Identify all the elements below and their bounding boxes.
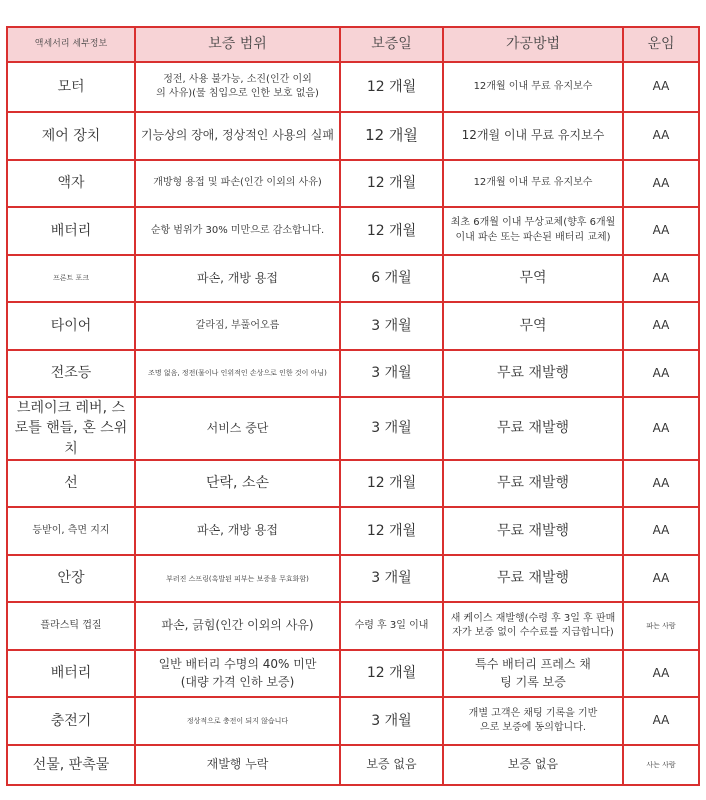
cell-scope <box>135 602 340 650</box>
cell-fee <box>623 650 699 698</box>
cell-fee <box>623 255 699 303</box>
cell-fee <box>623 507 699 555</box>
cell-text: AA <box>652 523 670 538</box>
cell-text: 선물, 판촉물 <box>32 756 110 773</box>
cell-text: 기능상의 장애, 정상적인 사용의 실패 <box>141 128 334 143</box>
cell-scope <box>135 697 340 745</box>
cell-period <box>340 62 443 112</box>
cell-period <box>340 397 443 460</box>
cell-method <box>443 602 623 650</box>
cell-part <box>7 160 135 208</box>
cell-method <box>443 697 623 745</box>
cell-text: 12개월 이내 무료 유지보수 <box>473 177 593 188</box>
table-header <box>7 27 699 62</box>
cell-text: 수령 후 3일 이내 <box>354 619 429 631</box>
cell-part <box>7 602 135 650</box>
cell-text: 3 개월 <box>371 420 412 437</box>
cell-text: AA <box>652 475 670 490</box>
cell-part <box>7 62 135 112</box>
cell-text: 새 케이스 재발행(수령 후 3일 후 판매 자가 보증 없이 수수료를 지급합니다) <box>450 612 616 639</box>
cell-text: AA <box>652 318 670 333</box>
cell-part <box>7 255 135 303</box>
cell-text: 무료 재발행 <box>496 420 570 437</box>
cell-text: 무료 재발행 <box>496 475 570 492</box>
cell-text: 3 개월 <box>371 365 412 382</box>
cell-text: 12 개월 <box>365 125 418 144</box>
cell-text: 무역 <box>519 270 547 287</box>
cell-method <box>443 507 623 555</box>
table-row-backrest <box>7 507 699 555</box>
header-warranty-period: 보증일 <box>340 27 443 62</box>
cell-part <box>7 507 135 555</box>
cell-text: AA <box>652 128 670 143</box>
cell-scope <box>135 207 340 255</box>
table-row-saddle <box>7 555 699 603</box>
header-processing-method: 가공방법 <box>443 27 623 62</box>
cell-text: AA <box>652 79 670 94</box>
cell-text: 12 개월 <box>366 78 417 95</box>
cell-text: 등받이, 측면 지지 <box>32 524 110 536</box>
cell-part <box>7 112 135 160</box>
cell-fee <box>623 350 699 398</box>
cell-period <box>340 302 443 350</box>
cell-text: 일반 배터리 수명의 40% 미만 (대량 가격 인하 보증) <box>158 657 317 689</box>
cell-text: 전조등 <box>50 365 92 382</box>
cell-scope <box>135 160 340 208</box>
cell-text: 순항 범위가 30% 미만으로 감소합니다. <box>150 224 325 236</box>
cell-method <box>443 302 623 350</box>
cell-fee <box>623 160 699 208</box>
table-row-headlight <box>7 350 699 398</box>
cell-text: 12개월 이내 무료 유지보수 <box>461 128 605 143</box>
cell-text: AA <box>652 365 670 380</box>
cell-scope <box>135 507 340 555</box>
cell-text: 12개월 이내 무료 유지보수 <box>473 80 593 92</box>
cell-text: 12 개월 <box>366 222 417 239</box>
cell-text: 3 개월 <box>371 570 412 587</box>
cell-text: 타이어 <box>50 317 92 334</box>
cell-text: 정전, 사용 불가능, 소진(인간 이외 의 사유)(물 침입으로 인한 보호 없음) <box>156 73 319 99</box>
cell-text: 12 개월 <box>366 665 417 682</box>
cell-scope <box>135 112 340 160</box>
cell-part <box>7 302 135 350</box>
cell-fee <box>623 697 699 745</box>
table-row-battery-2 <box>7 650 699 698</box>
cell-text: 무료 재발행 <box>496 570 570 587</box>
table-row-gifts <box>7 745 699 785</box>
cell-scope <box>135 460 340 508</box>
cell-part <box>7 350 135 398</box>
table-row-motor <box>7 62 699 112</box>
cell-method <box>443 255 623 303</box>
cell-period <box>340 112 443 160</box>
cell-method <box>443 460 623 508</box>
cell-text: 충전기 <box>50 712 92 729</box>
table-body <box>7 62 699 785</box>
cell-text: 브레이크 레버, 스 로틀 핸들, 혼 스위치 <box>14 400 128 457</box>
cell-fee <box>623 460 699 508</box>
cell-fee <box>623 62 699 112</box>
cell-text: 재발행 누락 <box>206 757 269 772</box>
table-row-front-fork <box>7 255 699 303</box>
cell-text: 12 개월 <box>366 522 417 539</box>
cell-part <box>7 697 135 745</box>
cell-period <box>340 745 443 785</box>
cell-text: 프론트 포크 <box>52 274 90 283</box>
cell-text: 배터리 <box>50 222 92 239</box>
cell-text: AA <box>652 270 670 285</box>
cell-text: 선 <box>64 475 78 492</box>
table-row-wire <box>7 460 699 508</box>
cell-scope <box>135 555 340 603</box>
table-row-controller <box>7 112 699 160</box>
cell-text: 개방형 용접 및 파손(인간 이외의 사유) <box>153 177 322 188</box>
cell-text: 12 개월 <box>366 475 417 492</box>
cell-period <box>340 207 443 255</box>
cell-method <box>443 207 623 255</box>
cell-scope <box>135 62 340 112</box>
cell-period <box>340 350 443 398</box>
cell-text: 특수 배터리 프레스 채 팅 기록 보증 <box>475 657 591 689</box>
cell-text: 보증 없음 <box>507 757 559 772</box>
cell-part <box>7 397 135 460</box>
cell-text: AA <box>652 713 670 728</box>
cell-text: 3 개월 <box>371 712 412 729</box>
table-row-charger <box>7 697 699 745</box>
cell-text: 안장 <box>57 570 85 587</box>
cell-text: 3 개월 <box>371 317 412 334</box>
header-shipping-fee: 운임 <box>623 27 699 62</box>
cell-fee <box>623 207 699 255</box>
cell-text: 개별 고객은 채팅 기록을 기반 으로 보증에 동의합니다. <box>468 707 598 734</box>
cell-fee <box>623 397 699 460</box>
cell-text: AA <box>652 570 670 585</box>
cell-method <box>443 350 623 398</box>
table-row-tire <box>7 302 699 350</box>
cell-scope <box>135 650 340 698</box>
cell-method <box>443 112 623 160</box>
cell-method <box>443 62 623 112</box>
cell-text: 부러진 스프링(흑발된 피부는 보증을 무효화함) <box>166 574 309 583</box>
cell-method <box>443 745 623 785</box>
cell-text: 파손, 긁힘(인간 이외의 사유) <box>161 618 314 633</box>
cell-text: 보증 없음 <box>366 757 417 772</box>
cell-method <box>443 397 623 460</box>
cell-text: 서비스 중단 <box>206 420 269 435</box>
cell-text: AA <box>652 420 670 435</box>
cell-fee <box>623 302 699 350</box>
cell-text: 제어 장치 <box>41 127 101 144</box>
cell-text: 무역 <box>519 317 547 334</box>
cell-text: 액자 <box>57 175 85 192</box>
header-accessory-details: 액세서리 세부정보 <box>7 27 135 62</box>
cell-method <box>443 555 623 603</box>
cell-text: 사는 사람 <box>646 760 676 769</box>
cell-text: 정상적으로 충전이 되지 않습니다 <box>186 717 289 726</box>
cell-fee <box>623 112 699 160</box>
cell-text: 6 개월 <box>371 270 412 287</box>
cell-text: 무료 재발행 <box>496 522 570 539</box>
table-row-brake-lever <box>7 397 699 460</box>
warranty-table-wrapper <box>6 26 698 786</box>
cell-fee <box>623 555 699 603</box>
cell-part <box>7 460 135 508</box>
cell-scope <box>135 350 340 398</box>
header-row <box>7 27 699 62</box>
cell-text: 12 개월 <box>366 175 417 192</box>
cell-text: 단락, 소손 <box>206 475 269 492</box>
table-row-frame <box>7 160 699 208</box>
cell-text: 무료 재발행 <box>496 365 570 382</box>
cell-text: AA <box>652 175 670 190</box>
cell-period <box>340 555 443 603</box>
cell-period <box>340 602 443 650</box>
cell-part <box>7 650 135 698</box>
cell-text: AA <box>652 665 670 680</box>
cell-period <box>340 160 443 208</box>
cell-text: 배터리 <box>50 665 92 682</box>
table-row-battery <box>7 207 699 255</box>
cell-scope <box>135 397 340 460</box>
cell-method <box>443 650 623 698</box>
header-warranty-scope: 보증 범위 <box>135 27 340 62</box>
cell-text: 파손, 개방 용접 <box>197 523 278 538</box>
cell-scope <box>135 302 340 350</box>
cell-scope <box>135 745 340 785</box>
cell-text: AA <box>652 223 670 238</box>
cell-period <box>340 460 443 508</box>
cell-part <box>7 207 135 255</box>
cell-scope <box>135 255 340 303</box>
cell-period <box>340 697 443 745</box>
cell-text: 모터 <box>57 78 85 95</box>
cell-fee <box>623 602 699 650</box>
cell-text: 파손, 개방 용접 <box>197 270 278 285</box>
cell-text: 갈라짐, 부풀어오름 <box>195 319 280 331</box>
cell-method <box>443 160 623 208</box>
cell-text: 최초 6개월 이내 무상교체(향후 6개월 이내 파손 또는 파손된 배터리 교체) <box>450 217 616 243</box>
cell-fee <box>623 745 699 785</box>
cell-part <box>7 555 135 603</box>
cell-period <box>340 255 443 303</box>
cell-period <box>340 507 443 555</box>
cell-text: 파는 사람 <box>646 622 676 631</box>
cell-part <box>7 745 135 785</box>
cell-text: 조명 없음, 정전(물이나 인위적인 손상으로 인한 것이 아님) <box>148 369 327 378</box>
cell-text: 플라스틱 껍질 <box>40 619 102 631</box>
warranty-table <box>6 26 700 786</box>
table-row-plastic-shell <box>7 602 699 650</box>
cell-period <box>340 650 443 698</box>
